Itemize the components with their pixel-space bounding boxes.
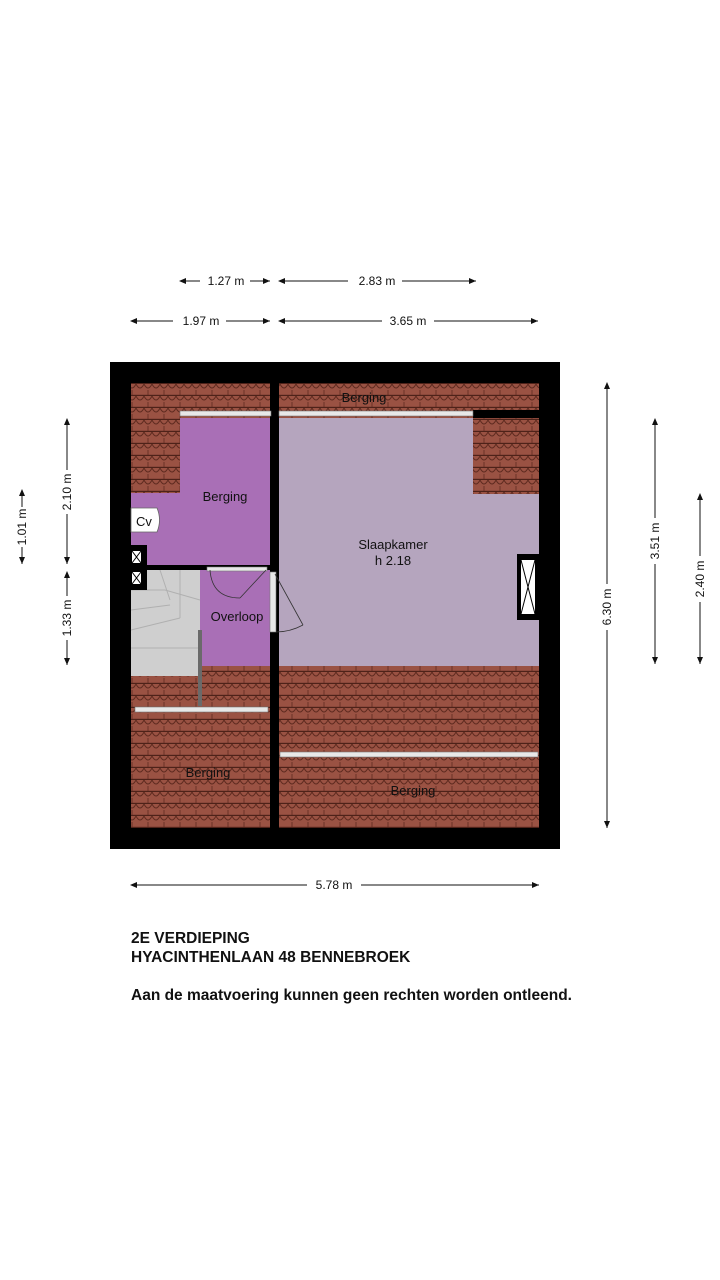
dimension-label: 5.78 m xyxy=(315,878,353,892)
disclaimer: Aan de maatvoering kunnen geen rechten worden ontleend. xyxy=(131,987,572,1004)
dimension-top-row2 xyxy=(131,314,538,328)
room-label-slaapkamer: Slaapkamer xyxy=(358,537,428,552)
dimension-label: 2.40 m xyxy=(693,560,707,598)
dimension-bottom xyxy=(131,878,539,892)
floor-title: 2E VERDIEPING xyxy=(131,930,250,947)
room-height: h 2.18 xyxy=(374,553,412,568)
room-label-berging-bottom-right: Berging xyxy=(390,783,436,798)
dimension-label: 3.51 m xyxy=(648,522,662,560)
dimension-label: 6.30 m xyxy=(600,588,614,626)
dimension-label: 1.97 m xyxy=(182,314,220,328)
dimension-label: 1.27 m xyxy=(207,274,245,288)
dimension-label: 2.83 m xyxy=(358,274,396,288)
room-label-cv: Cv xyxy=(136,514,152,529)
dimension-label: 2.10 m xyxy=(60,473,74,511)
dimension-top-row1 xyxy=(180,274,476,288)
room-label-berging-left: Berging xyxy=(202,489,248,504)
room-label-berging-top: Berging xyxy=(341,390,387,405)
dimension-label: 1.01 m xyxy=(15,508,29,546)
floor-address: HYACINTHENLAAN 48 BENNEBROEK xyxy=(131,949,411,966)
roof-window xyxy=(517,554,539,620)
room-label-berging-bottom-left: Berging xyxy=(185,765,231,780)
dimension-left xyxy=(15,419,74,665)
dimension-right xyxy=(600,383,707,828)
stair-rail xyxy=(198,630,202,706)
dimension-label: 1.33 m xyxy=(60,599,74,637)
wall-segment xyxy=(473,410,539,418)
room-label-overloop: Overloop xyxy=(210,609,264,624)
dimension-label: 3.65 m xyxy=(389,314,427,328)
